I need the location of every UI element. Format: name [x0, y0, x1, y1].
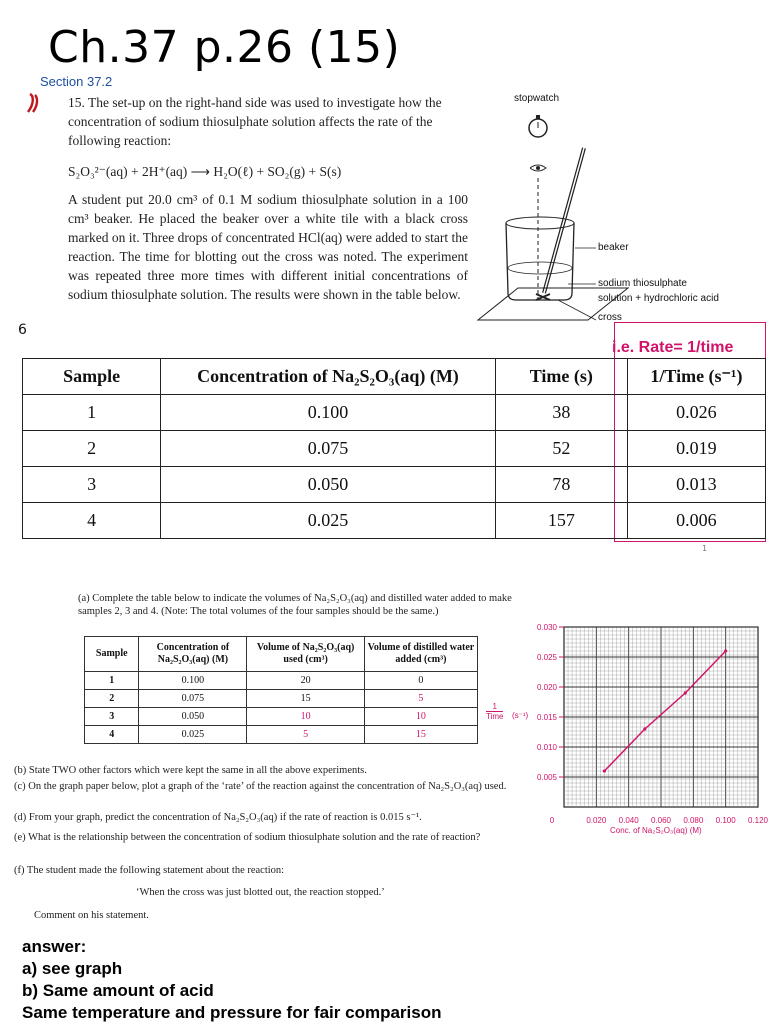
- x-tick-label: 0.080: [683, 816, 704, 825]
- part-f-quote: ‘When the cross was just blotted out, the reaction stopped.’: [136, 887, 385, 898]
- table-row: [85, 690, 478, 708]
- table-row: [85, 708, 478, 726]
- cell-concentration: 0.075: [139, 690, 247, 708]
- y-axis-label-num: 1: [486, 702, 503, 712]
- table-row: [85, 672, 478, 690]
- cell-rate: 0.013: [627, 467, 765, 503]
- cell-rate: 0.019: [627, 431, 765, 467]
- cell-sample: 1: [23, 395, 161, 431]
- answer-b-2: Same temperature and pressure for fair comparison: [22, 1003, 442, 1022]
- graph-grid: [564, 627, 758, 807]
- y-axis-label-den: Time: [486, 712, 504, 721]
- y-tick-label: 0.030: [536, 623, 557, 632]
- y-axis-label-unit: (s⁻¹): [512, 711, 529, 720]
- rate-note: i.e. Rate= 1/time: [612, 339, 734, 356]
- part-e-text: (e) What is the relationship between the concentration of sodium thiosulphate solution and the rate of reaction?: [14, 832, 481, 843]
- cell-concentration: 0.050: [139, 708, 247, 726]
- cell-time: 157: [495, 503, 627, 539]
- reaction-equation: S₂O₃²⁻(aq) + 2H⁺(aq) ⟶ H₂O(ℓ) + SO₂(g) + S(s): [68, 164, 342, 179]
- part-a-text: (a) Complete the table below to indicate the volumes of Na₂S₂O₃(aq) and distilled water added to make samples 2, 3 and 4. (Note: The total volumes of the four samples should be the same.): [78, 593, 512, 617]
- table-row: [23, 467, 766, 503]
- cell-concentration: 0.025: [161, 503, 496, 539]
- y-tick-label: 0.010: [536, 743, 557, 752]
- table-header-row: [85, 637, 478, 672]
- footnote-marker: 1: [702, 544, 708, 553]
- cell-volume-used: 5: [247, 726, 364, 744]
- header-rate: 1/Time (s⁻¹): [627, 359, 765, 395]
- table-row: [23, 431, 766, 467]
- cell-water-added: 10: [364, 708, 477, 726]
- answer-heading: answer:: [22, 937, 87, 956]
- part-f-comment: Comment on his statement.: [34, 910, 149, 921]
- table-header-row: [23, 359, 766, 395]
- x-tick-label: 0.120: [747, 816, 768, 825]
- results-table: [22, 358, 766, 539]
- cell-sample: 2: [23, 431, 161, 467]
- stopwatch-label: stopwatch: [514, 93, 560, 104]
- header-concentration: Concentration of Na₂S₂O₃(aq) (M): [161, 359, 496, 395]
- cell-concentration: 0.025: [139, 726, 247, 744]
- table-row: [23, 395, 766, 431]
- solution-label-2: solution + hydrochloric acid: [598, 293, 719, 304]
- part-c-text: (c) On the graph paper below, plot a graph of the ‘rate’ of the reaction against the concentration of Na₂S₂O₃(aq) used.: [14, 781, 507, 792]
- x-tick-label: 0.100: [715, 816, 736, 825]
- cell-volume-used: 20: [247, 672, 364, 690]
- header-concentration: Concentration of Na₂S₂O₃(aq) (M): [139, 637, 247, 672]
- cell-sample: 4: [23, 503, 161, 539]
- header-water-added: Volume of distilled water added (cm³): [364, 637, 477, 672]
- answer-block: [22, 936, 441, 1024]
- x-tick-label: 0.020: [586, 816, 607, 825]
- cell-time: 38: [495, 395, 627, 431]
- cell-sample: 4: [85, 726, 139, 744]
- y-tick-label: 0.020: [536, 683, 557, 692]
- part-d-text: (d) From your graph, predict the concentration of Na₂S₂O₃(aq) if the rate of reaction is 0.015 s⁻¹.: [14, 812, 422, 823]
- part-f-text: (f) The student made the following statement about the reaction:: [14, 865, 285, 876]
- cell-concentration: 0.100: [139, 672, 247, 690]
- cell-water-added: 0: [364, 672, 477, 690]
- data-point: [724, 649, 727, 652]
- question-intro: [68, 93, 468, 150]
- cell-volume-used: 10: [247, 708, 364, 726]
- apparatus-diagram: [478, 88, 764, 328]
- data-point: [643, 727, 646, 730]
- question-number: 15.: [68, 95, 85, 110]
- cell-water-added: 15: [364, 726, 477, 744]
- chili-icon: [24, 92, 42, 118]
- section-label: Section 37.2: [40, 74, 113, 89]
- question-body: A student put 20.0 cm³ of 0.1 M sodium thiosulphate solution in a 100 cm³ beaker. He placed the beaker over a white tile with a black cross marked on it. Three drops of concentrated HCl(aq) were added to start the reaction. The time for blotting out the cross was noted. The experiment was repeated three more times with different initial concentrations of sodium thiosulphate solution. The results were shown in the table below.: [68, 192, 468, 302]
- cell-concentration: 0.075: [161, 431, 496, 467]
- page-number: 6: [18, 322, 27, 338]
- cross-label: cross: [598, 312, 622, 323]
- cell-sample: 1: [85, 672, 139, 690]
- answer-a: a) see graph: [22, 959, 123, 978]
- header-sample: Sample: [85, 637, 139, 672]
- cell-rate: 0.006: [627, 503, 765, 539]
- solution-label-1: sodium thiosulphate: [598, 278, 687, 289]
- y-axis-label: [486, 702, 503, 721]
- y-tick-label: 0.025: [536, 653, 557, 662]
- cell-time: 52: [495, 431, 627, 467]
- data-point: [684, 691, 687, 694]
- table-row: [85, 726, 478, 744]
- data-point: [603, 769, 606, 772]
- question-intro-text: The set-up on the right-hand side was used to investigate how the concentration of sodium thiosulphate solution affects the rate of the following reaction:: [68, 95, 442, 148]
- cell-concentration: 0.050: [161, 467, 496, 503]
- origin-label: 0: [549, 816, 555, 825]
- header-sample: Sample: [23, 359, 161, 395]
- cell-rate: 0.026: [627, 395, 765, 431]
- cell-concentration: 0.100: [161, 395, 496, 431]
- cell-sample: 2: [85, 690, 139, 708]
- cell-sample: 3: [85, 708, 139, 726]
- header-volume-used: Volume of Na₂S₂O₃(aq) used (cm³): [247, 637, 364, 672]
- cell-volume-used: 15: [247, 690, 364, 708]
- answer-b: b) Same amount of acid: [22, 981, 214, 1000]
- rate-graph: [480, 615, 768, 845]
- part-b-text: (b) State TWO other factors which were kept the same in all the above experiments.: [14, 765, 367, 776]
- y-tick-label: 0.005: [536, 773, 557, 782]
- volume-table: [84, 636, 478, 744]
- x-tick-label: 0.040: [618, 816, 639, 825]
- cell-water-added: 5: [364, 690, 477, 708]
- x-tick-label: 0.060: [650, 816, 672, 825]
- cell-sample: 3: [23, 467, 161, 503]
- cell-time: 78: [495, 467, 627, 503]
- header-time: Time (s): [495, 359, 627, 395]
- beaker-label: beaker: [598, 242, 629, 253]
- slide-title: Ch.37 p.26 (15): [48, 22, 401, 73]
- y-tick-label: 0.015: [536, 713, 557, 722]
- table-row: [23, 503, 766, 539]
- x-axis-label: Conc. of Na₂S₂O₃(aq) (M): [610, 826, 702, 835]
